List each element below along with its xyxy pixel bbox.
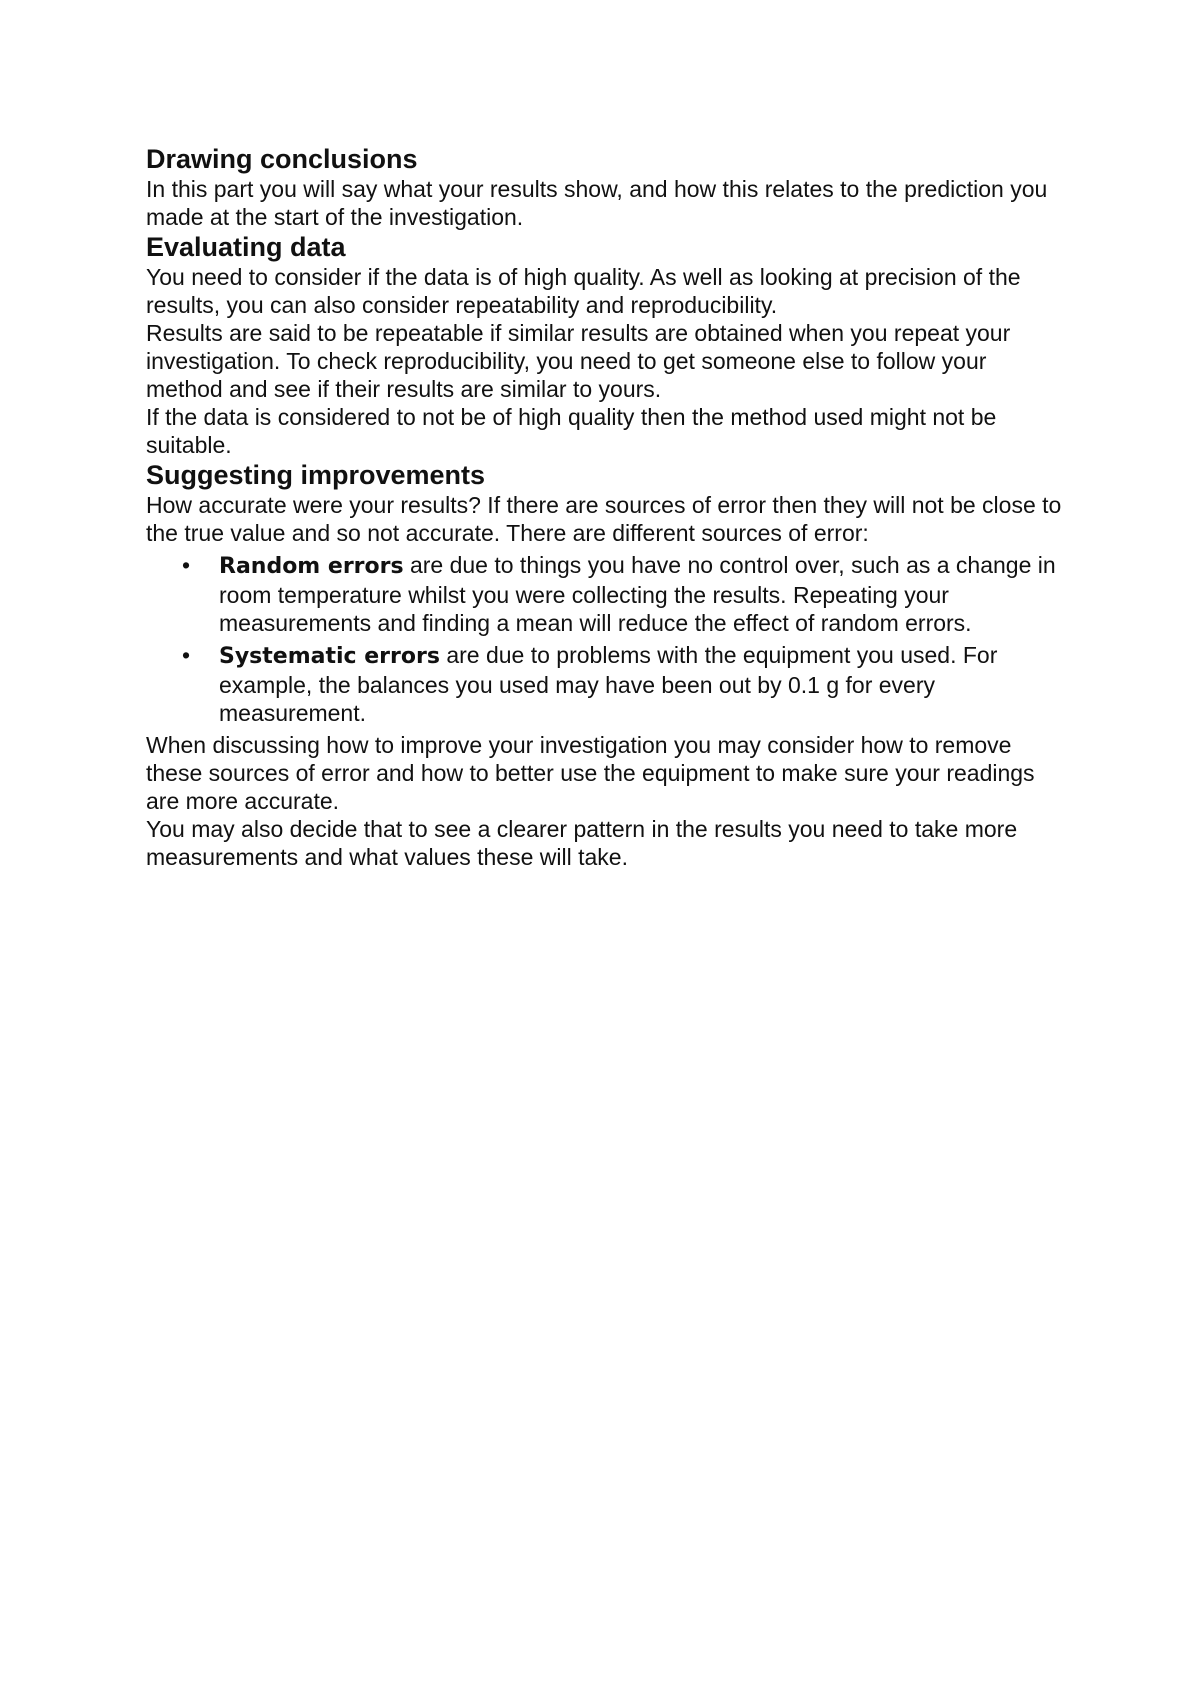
list-item-text: are due to problems with the equipment you used. For example, the balances you used may have been out by 0.1 g for every measurement. (219, 642, 998, 726)
heading-drawing-conclusions: Drawing conclusions (146, 144, 418, 174)
paragraph: If the data is considered to not be of high quality then the method used might not be suitable. (146, 404, 997, 458)
paragraph: Results are said to be repeatable if similar results are obtained when you repeat your investigation. To check reproducibility, you need to get someone else to follow your method and see if their results are similar to yours. (146, 320, 1011, 402)
list-item (146, 551, 1066, 637)
list-item (146, 641, 1066, 727)
paragraph: How accurate were your results? If there are sources of error then they will not be close to the true value and so not accurate. There are different sources of error: (146, 492, 1062, 546)
heading-evaluating-data: Evaluating data (146, 232, 346, 262)
paragraph: You may also decide that to see a clearer pattern in the results you need to take more measurements and what values these will take. (146, 816, 1018, 870)
paragraph: In this part you will say what your results show, and how this relates to the prediction you made at the start of the investigation. (146, 176, 1048, 230)
document-page (146, 143, 1066, 871)
term-random-errors: Random errors (219, 554, 404, 579)
term-systematic-errors: Systematic errors (219, 644, 440, 669)
paragraph: When discussing how to improve your investigation you may consider how to remove these sources of error and how to better use the equipment to make sure your readings are more accurate. (146, 732, 1035, 814)
list-item-text: are due to things you have no control over, such as a change in room temperature whilst you were collecting the results. Repeating your measurements and finding a mean will reduce the effect of random errors. (219, 552, 1056, 636)
heading-suggesting-improvements: Suggesting improvements (146, 460, 486, 490)
paragraph: You need to consider if the data is of high quality. As well as looking at precision of the results, you can also consider repeatability and reproducibility. (146, 264, 1021, 318)
bullet-marker: • (182, 642, 191, 668)
error-types-list (146, 551, 1066, 727)
bullet-marker: • (182, 552, 191, 578)
